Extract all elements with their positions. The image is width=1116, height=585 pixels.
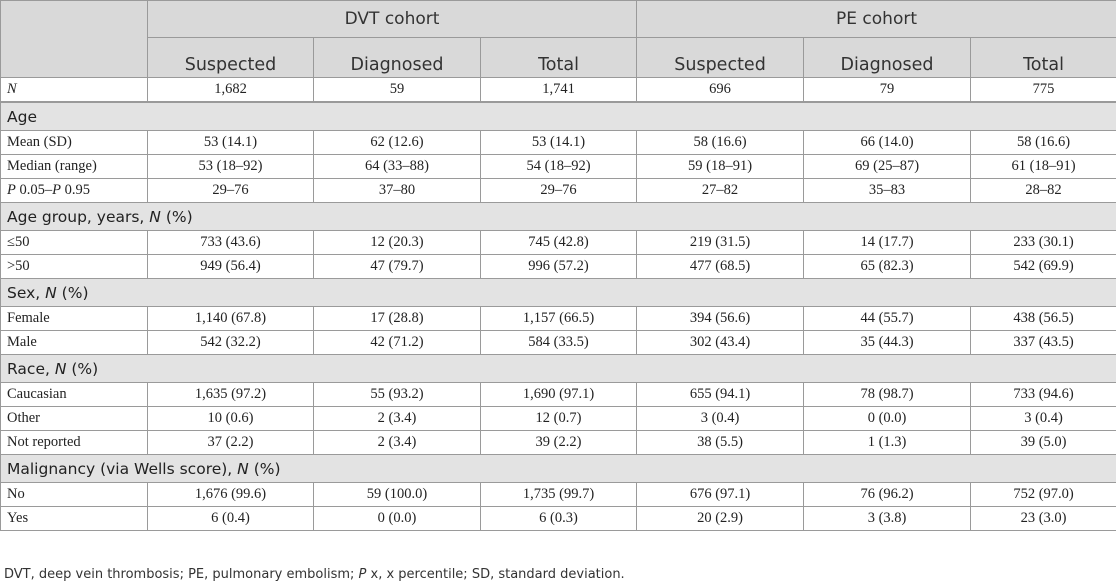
- table-cell: 59: [314, 78, 481, 103]
- row-label: No: [1, 483, 148, 507]
- row-label: Not reported: [1, 431, 148, 455]
- table-cell: 62 (12.6): [314, 131, 481, 155]
- table-cell: 53 (14.1): [148, 131, 314, 155]
- table-cell: 1,735 (99.7): [481, 483, 637, 507]
- section-title: Malignancy (via Wells score), N (%): [1, 455, 1116, 483]
- table-cell: 733 (43.6): [148, 231, 314, 255]
- table-cell: 655 (94.1): [637, 383, 804, 407]
- table-cell: 0 (0.0): [804, 407, 971, 431]
- table-cell: 6 (0.4): [148, 507, 314, 531]
- table-cell: 58 (16.6): [637, 131, 804, 155]
- table-cell: 775: [971, 78, 1116, 103]
- table-cell: 1,741: [481, 78, 637, 103]
- table-cell: 53 (18–92): [148, 155, 314, 179]
- table-cell: 27–82: [637, 179, 804, 203]
- row-label: N: [1, 78, 148, 103]
- section-header-race: [1, 355, 1116, 383]
- table-cell: 3 (0.4): [971, 407, 1116, 431]
- column-header-dvt-diagnosed: Diagnosed: [314, 38, 481, 78]
- table-cell: 6 (0.3): [481, 507, 637, 531]
- table-cell: 2 (3.4): [314, 407, 481, 431]
- table-cell: 394 (56.6): [637, 307, 804, 331]
- table-row: [1, 331, 1116, 355]
- section-title: Race, N (%): [1, 355, 1116, 383]
- table-cell: 10 (0.6): [148, 407, 314, 431]
- row-label: Other: [1, 407, 148, 431]
- table-cell: 47 (79.7): [314, 255, 481, 279]
- section-header-age-group: [1, 203, 1116, 231]
- table-footnote: DVT, deep vein thrombosis; PE, pulmonary embolism; P x, x percentile; SD, standard deviation.: [4, 567, 625, 582]
- table-cell: 1 (1.3): [804, 431, 971, 455]
- table-cell: 28–82: [971, 179, 1116, 203]
- table-cell: 37–80: [314, 179, 481, 203]
- table-row: [1, 307, 1116, 331]
- table-cell: 14 (17.7): [804, 231, 971, 255]
- table-cell: 996 (57.2): [481, 255, 637, 279]
- table-cell: 76 (96.2): [804, 483, 971, 507]
- section-header-malignancy: [1, 455, 1116, 483]
- table-row: [1, 231, 1116, 255]
- table-cell: 54 (18–92): [481, 155, 637, 179]
- table-cell: 219 (31.5): [637, 231, 804, 255]
- column-header-dvt-suspected: Suspected: [148, 38, 314, 78]
- table-cell: 1,682: [148, 78, 314, 103]
- row-label: Mean (SD): [1, 131, 148, 155]
- table-cell: 12 (20.3): [314, 231, 481, 255]
- table-cell: 0 (0.0): [314, 507, 481, 531]
- section-title: Age group, years, N (%): [1, 203, 1116, 231]
- table-cell: 438 (56.5): [971, 307, 1116, 331]
- table-row: [1, 507, 1116, 531]
- dvt-cohort-header: DVT cohort: [148, 1, 637, 38]
- table-cell: 2 (3.4): [314, 431, 481, 455]
- table-cell: 1,635 (97.2): [148, 383, 314, 407]
- table-cell: 477 (68.5): [637, 255, 804, 279]
- table-cell: 3 (3.8): [804, 507, 971, 531]
- column-header-pe-suspected: Suspected: [637, 38, 804, 78]
- column-header-dvt-total: Total: [481, 38, 637, 78]
- table-cell: 1,690 (97.1): [481, 383, 637, 407]
- table-cell: 1,157 (66.5): [481, 307, 637, 331]
- table-cell: 39 (2.2): [481, 431, 637, 455]
- table-cell: 752 (97.0): [971, 483, 1116, 507]
- table-cell: 59 (100.0): [314, 483, 481, 507]
- table-cell: 55 (93.2): [314, 383, 481, 407]
- table-cell: 233 (30.1): [971, 231, 1116, 255]
- table-row: [1, 407, 1116, 431]
- table-row: [1, 483, 1116, 507]
- table-row: [1, 383, 1116, 407]
- row-label: >50: [1, 255, 148, 279]
- table-cell: 20 (2.9): [637, 507, 804, 531]
- section-title: Sex, N (%): [1, 279, 1116, 307]
- table-cell: 1,676 (99.6): [148, 483, 314, 507]
- table-cell: 42 (71.2): [314, 331, 481, 355]
- table-cell: 29–76: [148, 179, 314, 203]
- table-cell: 3 (0.4): [637, 407, 804, 431]
- table-cell: 584 (33.5): [481, 331, 637, 355]
- column-header-pe-total: Total: [971, 38, 1116, 78]
- table-cell: 69 (25–87): [804, 155, 971, 179]
- table-cell: 337 (43.5): [971, 331, 1116, 355]
- table-cell: 12 (0.7): [481, 407, 637, 431]
- table-cell: 733 (94.6): [971, 383, 1116, 407]
- section-header-age: [1, 102, 1116, 131]
- table-cell: 1,140 (67.8): [148, 307, 314, 331]
- table-cell: 696: [637, 78, 804, 103]
- table-cell: 65 (82.3): [804, 255, 971, 279]
- table-cell: 58 (16.6): [971, 131, 1116, 155]
- table-cell: 302 (43.4): [637, 331, 804, 355]
- table-row-percentile: [1, 179, 1116, 203]
- table-row: [1, 131, 1116, 155]
- row-label: Male: [1, 331, 148, 355]
- row-label: P 0.05–P 0.95: [1, 179, 148, 203]
- row-label: Median (range): [1, 155, 148, 179]
- section-title: Age: [1, 102, 1116, 131]
- row-label: Female: [1, 307, 148, 331]
- pe-cohort-header: PE cohort: [637, 1, 1116, 38]
- table-cell: 53 (14.1): [481, 131, 637, 155]
- table-cell: 37 (2.2): [148, 431, 314, 455]
- table-cell: 59 (18–91): [637, 155, 804, 179]
- table-cell: 44 (55.7): [804, 307, 971, 331]
- table-cell: 66 (14.0): [804, 131, 971, 155]
- table-cell: 79: [804, 78, 971, 103]
- table-cell: 35–83: [804, 179, 971, 203]
- header-corner-cell: [1, 1, 148, 78]
- table-cell: 78 (98.7): [804, 383, 971, 407]
- table-cell: 38 (5.5): [637, 431, 804, 455]
- row-label: Yes: [1, 507, 148, 531]
- table-row-n: [1, 78, 1116, 103]
- table-row: [1, 255, 1116, 279]
- row-label: Caucasian: [1, 383, 148, 407]
- table-cell: 542 (69.9): [971, 255, 1116, 279]
- table-cell: 676 (97.1): [637, 483, 804, 507]
- table-cell: 29–76: [481, 179, 637, 203]
- table-cell: 23 (3.0): [971, 507, 1116, 531]
- column-header-pe-diagnosed: Diagnosed: [804, 38, 971, 78]
- table-cell: 17 (28.8): [314, 307, 481, 331]
- table-cell: 949 (56.4): [148, 255, 314, 279]
- table-cell: 39 (5.0): [971, 431, 1116, 455]
- row-label: ≤50: [1, 231, 148, 255]
- table-cell: 35 (44.3): [804, 331, 971, 355]
- table-cell: 745 (42.8): [481, 231, 637, 255]
- table-row: [1, 155, 1116, 179]
- table-cell: 64 (33–88): [314, 155, 481, 179]
- section-header-sex: [1, 279, 1116, 307]
- table-row: [1, 431, 1116, 455]
- table-cell: 61 (18–91): [971, 155, 1116, 179]
- table-cell: 542 (32.2): [148, 331, 314, 355]
